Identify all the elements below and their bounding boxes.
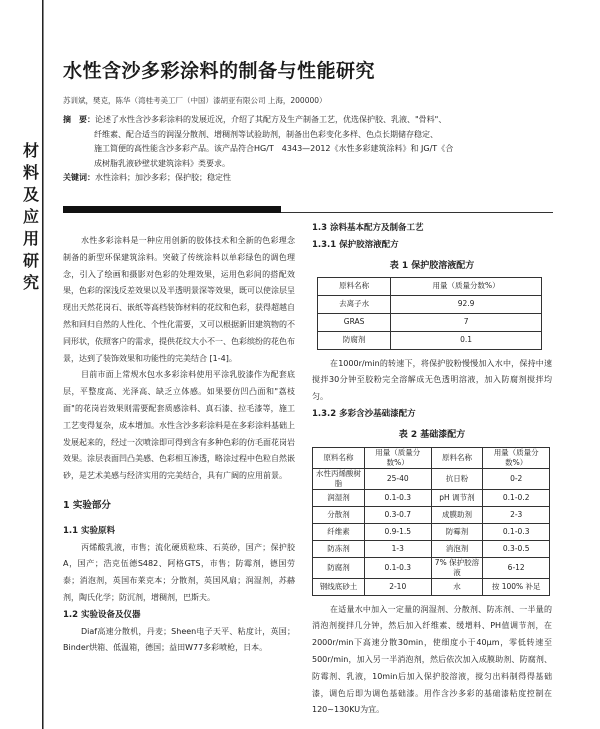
body-paragraph: 丙烯酸乳液，市售；流化硬质粒珠、石英砂，国产；保护胶A，国产；浩克伍德S482、阿格GTS，市售；防霉剂，德国劳泰；消泡剂，英国布莱克本；分散剂，英国风扇；润湿剂，苏赫剂，陶氏化学；防沉剂，增稠剂，巴斯夫。 bbox=[63, 542, 295, 602]
table-cell: 水性丙烯酸树脂 bbox=[313, 468, 365, 489]
table-protective-gel bbox=[317, 277, 542, 349]
body-paragraph: 在1000r/min的转速下，将保护胶粉慢慢加入水中，保持中速搅拌30分钟至胶粉完全溶解成无色透明溶液，加入防腐剂搅拌均匀。 bbox=[312, 358, 552, 402]
keywords bbox=[63, 172, 231, 183]
table-row bbox=[313, 468, 550, 489]
table-header-cell: 原料名称 bbox=[318, 278, 391, 296]
table-cell: 2-10 bbox=[364, 578, 431, 595]
table-row bbox=[313, 578, 550, 595]
table-row bbox=[313, 523, 550, 540]
table-header-cell: 原料名称 bbox=[313, 447, 365, 468]
abstract-line: 论述了水性含沙多彩涂料的发展近况，介绍了其配方及生产制备工艺，优选保护胶、乳液、"骨料"、 bbox=[95, 115, 447, 124]
table-cell: 7% 保护胶溶液 bbox=[431, 557, 483, 578]
table-row bbox=[313, 506, 550, 523]
table-cell: 防腐剂 bbox=[318, 331, 391, 349]
table-cell: 25-40 bbox=[364, 468, 431, 489]
table-row bbox=[318, 313, 542, 331]
body-paragraph: 在适量水中加入一定量的润湿剂、分散剂、防冻剂、一半量的消泡剂搅拌几分钟，然后加入纤维素、缓增料、PH值调节剂，在2000r/min下高速分散30min，使细度小于40μm，零低转速至500r/min，加入另一半消泡剂，然后依次加入成膜助剂、防腐剂、防霉剂、乳液，10min后加入保护胶溶液，搅匀出料制得得基础漆，调色后即为调色基础漆。用作含沙多彩的基础漆粘度控制在120~130KU为宜。 bbox=[312, 604, 552, 715]
table-row bbox=[318, 296, 542, 314]
table-cell: 1-3 bbox=[364, 540, 431, 557]
table-cell: 0.9-1.5 bbox=[364, 523, 431, 540]
abstract bbox=[63, 113, 548, 171]
abstract-line: 纤维素、配合适当的润湿分散剂、增稠剂等试验助剂，制备出色彩变化多样、色点长期储存稳定、 bbox=[94, 129, 438, 139]
table-cell: 0.1-0.2 bbox=[483, 489, 550, 506]
table-cell: pH 调节剂 bbox=[431, 489, 483, 506]
section-char: 究 bbox=[22, 273, 39, 292]
body-paragraph: 水性多彩涂料是一种应用创新的胶体技术和全新的色彩理念制备的新型环保建筑涂料。突破了传统涂料以单彩绿色的调色理念，引入了绘画和摄影对色彩的处理效果，运用色彩间的搭配效果，色彩的深浅反差效果以及半透明景深等效果，既可以使涂层呈现出天然花岗石、嵌纸等高档装饰材料的花纹和色彩，获得超越自然和回归自然的人性化、个性化需要，又可以根据新旧建筑物的不同形状，依照客户的需求，提供花纹大小不一、色彩缤纷的花色布景，达到了装饰效果和功能性的完美结合 [1-4]。 bbox=[63, 236, 295, 363]
table-row bbox=[318, 331, 542, 349]
table-cell: 防腐剂 bbox=[313, 557, 365, 578]
table-cell: 纤维素 bbox=[313, 523, 365, 540]
table-cell: 7 bbox=[391, 313, 542, 331]
table-cell: 防冻剂 bbox=[313, 540, 365, 557]
abstract-line: 成树脂乳液砂壁状建筑涂料》类要求。 bbox=[94, 158, 230, 168]
section-char: 及 bbox=[22, 185, 39, 204]
table-cell: 防霉剂 bbox=[431, 523, 483, 540]
abstract-label: 摘 要： bbox=[63, 115, 95, 124]
margin-rule-inner bbox=[43, 0, 44, 729]
table-header-row bbox=[313, 447, 550, 468]
table-cell: 2-3 bbox=[483, 506, 550, 523]
table-caption: 表 1 保护胶溶液配方 bbox=[389, 260, 475, 271]
table-row bbox=[313, 489, 550, 506]
table-cell: 去离子水 bbox=[318, 296, 391, 314]
table-cell: GRAS bbox=[318, 313, 391, 331]
table-header-row bbox=[318, 278, 542, 296]
subsection-heading: 1.1 实验原料 bbox=[63, 525, 116, 536]
table-cell: 成膜助剂 bbox=[431, 506, 483, 523]
table-cell: 0.3-0.5 bbox=[483, 540, 550, 557]
table-header-cell: 用量（质量分数%） bbox=[391, 278, 542, 296]
body-paragraph: 目前市面上常规水包水多彩涂料使用平涂乳胶漆作为配套底层，平整度高、光泽高、缺乏立体感。如果要仿凹凸面和"荔枝面"的花岗岩效果则需要配套质感涂料、真石漆、拉毛漆等，施工工艺变得复杂，成本增加。水性含沙多彩涂料是在多彩涂料基础上发展起来的，经过一次喷涂即可得到含有多种色彩的仿毛面花岗岩效果。涂层表面凹凸美感、色彩相互渗透，略涂过程中色粒自然嵌砂，是艺术美感与经济实用的完美结合，具有广阔的应用前景。 bbox=[63, 370, 295, 481]
table-cell: 0.1-0.3 bbox=[483, 523, 550, 540]
section-char: 用 bbox=[22, 229, 39, 248]
table-cell: 0.1-0.3 bbox=[364, 557, 431, 578]
authors: 苏训斌，樊克，陈华（湾桂考美工厂（中国）漆胡亚有限公司 上海，200000） bbox=[63, 96, 327, 105]
body-paragraph: Diaf高速分散机，丹麦；Sheen电子天平、粘度计，英国；Binder烘箱、低温箱，德国；益田W77多彩喷枪，日本。 bbox=[63, 626, 295, 653]
section-char: 料 bbox=[22, 163, 39, 182]
table-cell: 6-12 bbox=[483, 557, 550, 578]
section-char: 材 bbox=[22, 141, 39, 160]
table-cell: 按 100% 补足 bbox=[483, 578, 550, 595]
table-header-cell: 用量（质量分数%） bbox=[364, 447, 431, 468]
left-column bbox=[63, 233, 295, 657]
table-cell: 92.9 bbox=[391, 296, 542, 314]
subsection-heading: 1.2 实验设备及仪器 bbox=[63, 609, 141, 620]
table-cell: 润湿剂 bbox=[313, 489, 365, 506]
table-cell: 0-2 bbox=[483, 468, 550, 489]
table-cell: 抗日粉 bbox=[431, 468, 483, 489]
keywords-text: 水性涂料；加沙多彩；保护胶；稳定性 bbox=[95, 173, 231, 182]
header-bar bbox=[63, 206, 281, 213]
table-cell: 0.3-0.7 bbox=[364, 506, 431, 523]
table-cell: 0.1 bbox=[391, 331, 542, 349]
paper-title: 水性含沙多彩涂料的制备与性能研究 bbox=[63, 60, 376, 82]
abstract-line: 施工简便的高性能含沙多彩产品。该产品符合HG/T 4343—2012《水性多彩建筑涂料》和 JG/T《合 bbox=[94, 144, 454, 153]
section-label bbox=[20, 140, 42, 294]
right-column bbox=[312, 220, 552, 719]
section-char: 应 bbox=[22, 207, 39, 226]
table-row bbox=[313, 540, 550, 557]
section-char: 研 bbox=[22, 251, 39, 270]
keywords-label: 关键词： bbox=[63, 173, 95, 182]
section-heading: 1 实验部分 bbox=[63, 499, 111, 511]
table-cell: 分散剂 bbox=[313, 506, 365, 523]
table-caption: 表 2 基础漆配方 bbox=[398, 429, 466, 440]
table-row bbox=[313, 557, 550, 578]
table-cell: 钢线底砂土 bbox=[313, 578, 365, 595]
subsection-heading: 1.3.2 多彩含沙基础漆配方 bbox=[312, 408, 416, 419]
table-cell: 水 bbox=[431, 578, 483, 595]
subsection-heading: 1.3.1 保护胶溶液配方 bbox=[312, 239, 399, 250]
table-cell: 消泡剂 bbox=[431, 540, 483, 557]
table-header-cell: 用量（质量分数%） bbox=[483, 447, 550, 468]
table-cell: 0.1-0.3 bbox=[364, 489, 431, 506]
table-header-cell: 原料名称 bbox=[431, 447, 483, 468]
table-base-paint bbox=[312, 447, 550, 596]
subsection-heading: 1.3 涂料基本配方及制备工艺 bbox=[312, 223, 424, 233]
